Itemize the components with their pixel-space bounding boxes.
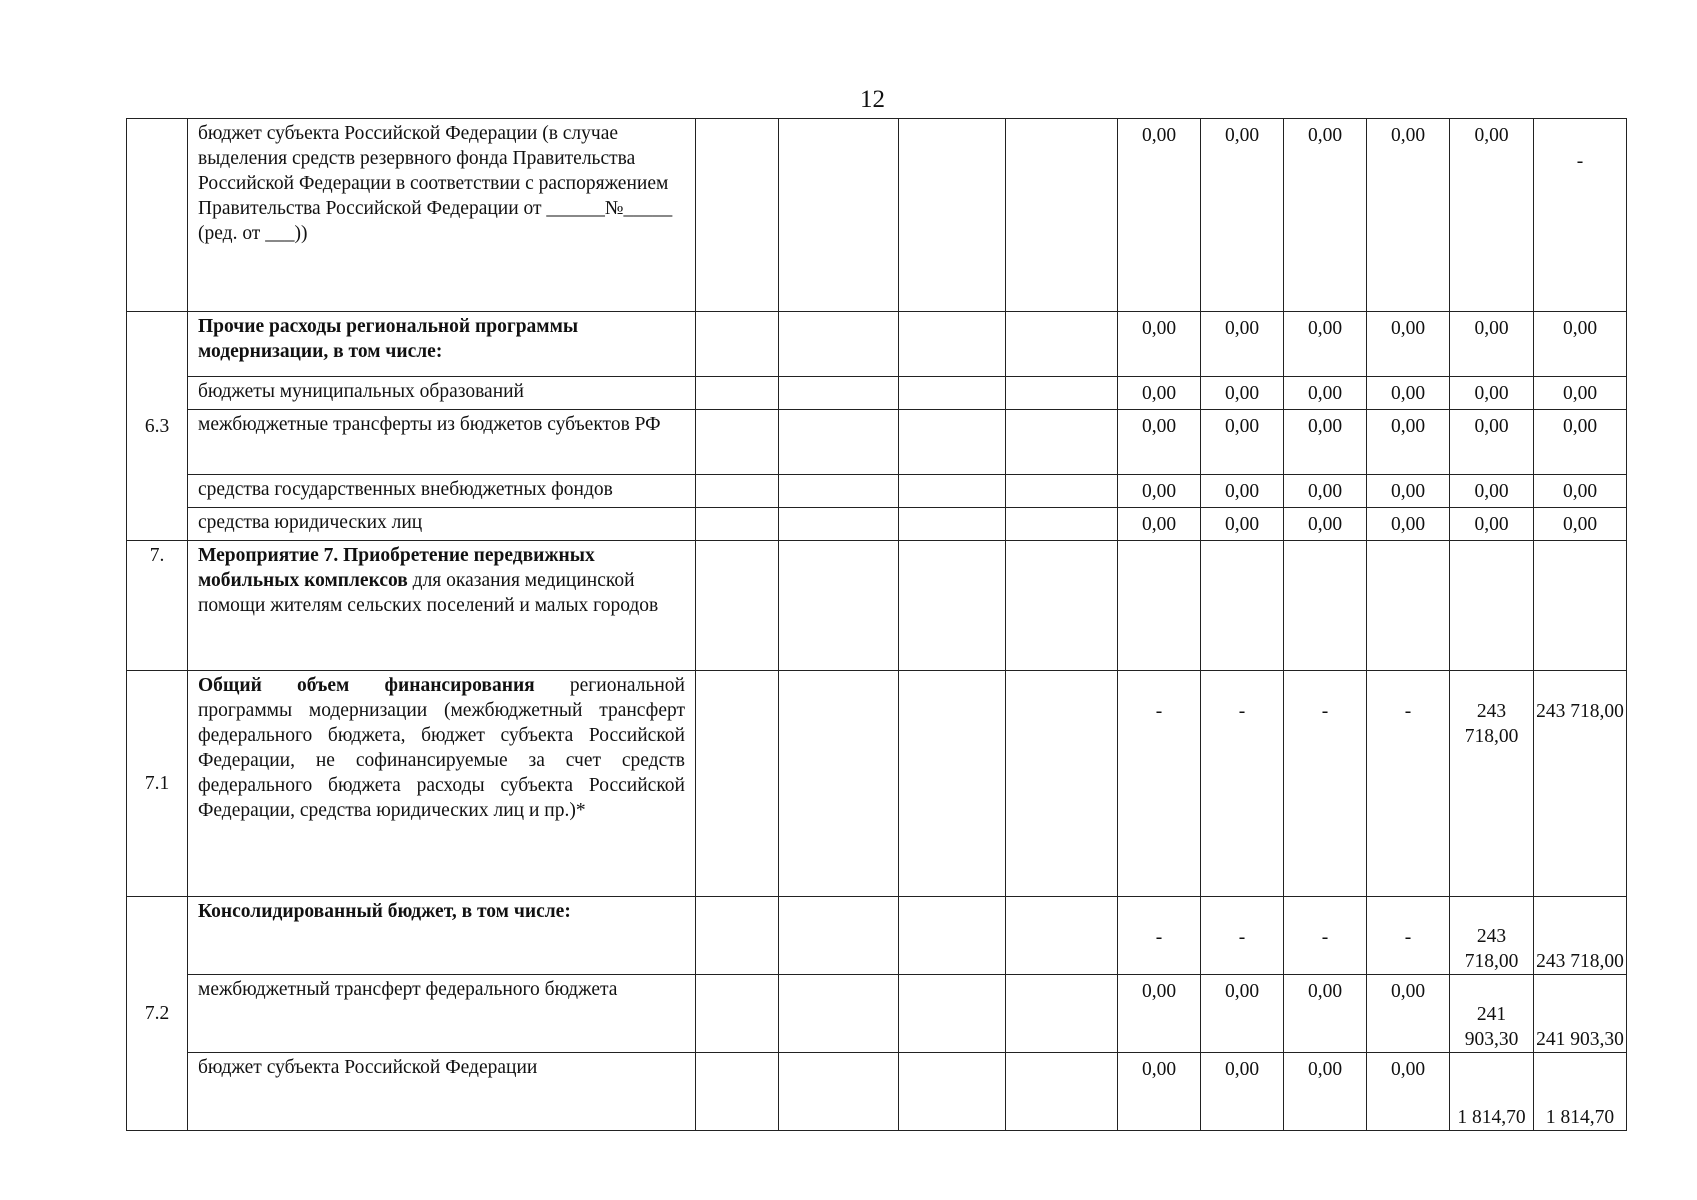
empty-cell: [1118, 541, 1201, 671]
empty-cell: [1006, 671, 1118, 897]
empty-cell: [696, 975, 779, 1053]
value-cell: 0,00: [1201, 1053, 1284, 1131]
value-cell: 0,00: [1450, 312, 1534, 377]
row-description: средства государственных внебюджетных фондов: [188, 475, 696, 508]
empty-cell: [899, 475, 1006, 508]
empty-cell: [1006, 508, 1118, 541]
value-cell: 0,00: [1284, 312, 1367, 377]
value-cell: 0,00: [1367, 508, 1450, 541]
row-number-cell: 7.: [127, 541, 188, 671]
empty-cell: [899, 541, 1006, 671]
value-cell: 1 814,70: [1534, 1053, 1627, 1131]
value-cell: 0,00: [1367, 119, 1450, 312]
value-cell: 0,00: [1284, 377, 1367, 410]
row-description: средства юридических лиц: [188, 508, 696, 541]
empty-cell: [779, 671, 899, 897]
row-number-cell: 6.3: [127, 312, 188, 541]
empty-cell: [899, 377, 1006, 410]
row-description-bold: Общий объем финансирования: [198, 675, 535, 696]
value-cell: 0,00: [1201, 975, 1284, 1053]
empty-cell: [1367, 541, 1450, 671]
value-cell: 0,00: [1118, 377, 1201, 410]
empty-cell: [1201, 541, 1284, 671]
empty-cell: [696, 475, 779, 508]
empty-cell: [696, 1053, 779, 1131]
value-cell: 0,00: [1534, 508, 1627, 541]
value-cell: 0,00: [1118, 508, 1201, 541]
empty-cell: [779, 1053, 899, 1131]
row-description: [188, 671, 696, 897]
value-cell: 241 903,30: [1534, 975, 1627, 1053]
value-cell: -: [1534, 119, 1627, 312]
row-description-rest: для оказания медицинской помощи жителям сельских поселений и малых городов: [198, 570, 659, 616]
table-row: [127, 312, 1627, 377]
value-cell: 0,00: [1118, 475, 1201, 508]
value-cell: -: [1284, 897, 1367, 975]
empty-cell: [696, 410, 779, 475]
value-cell: 0,00: [1450, 119, 1534, 312]
value-cell: 243 718,00: [1450, 897, 1534, 975]
value-cell: 0,00: [1367, 410, 1450, 475]
empty-cell: [696, 671, 779, 897]
value-cell: 0,00: [1450, 377, 1534, 410]
value-cell: -: [1201, 671, 1284, 897]
empty-cell: [779, 897, 899, 975]
value-cell: 0,00: [1118, 410, 1201, 475]
value-cell: 0,00: [1118, 975, 1201, 1053]
table-row: [127, 671, 1627, 897]
empty-cell: [1006, 312, 1118, 377]
value-cell: -: [1201, 897, 1284, 975]
empty-cell: [779, 475, 899, 508]
table-row: [127, 541, 1627, 671]
value-cell: -: [1367, 897, 1450, 975]
row-description: бюджеты муниципальных образований: [188, 377, 696, 410]
empty-cell: [779, 410, 899, 475]
empty-cell: [899, 312, 1006, 377]
value-cell: 1 814,70: [1450, 1053, 1534, 1131]
value-cell: 0,00: [1118, 1053, 1201, 1131]
empty-cell: [779, 377, 899, 410]
empty-cell: [1006, 377, 1118, 410]
empty-cell: [779, 119, 899, 312]
empty-cell: [899, 1053, 1006, 1131]
value-cell: 0,00: [1534, 377, 1627, 410]
empty-cell: [1006, 410, 1118, 475]
table-row: [127, 1053, 1627, 1131]
empty-cell: [779, 541, 899, 671]
empty-cell: [696, 377, 779, 410]
value-cell: 0,00: [1284, 475, 1367, 508]
empty-cell: [696, 119, 779, 312]
value-cell: 0,00: [1367, 377, 1450, 410]
value-cell: 0,00: [1534, 475, 1627, 508]
empty-cell: [696, 312, 779, 377]
financing-table: [126, 118, 1627, 1131]
empty-cell: [696, 541, 779, 671]
row-description: Прочие расходы региональной программы модернизации, в том числе:: [188, 312, 696, 377]
row-description-rest: региональной программы модернизации (межбюджетный трансферт федерального бюджета, бюджет субъекта Российской Федерации, не софинансируемые за счет средств федерального бюджета расходы субъекта Российской Федерации, средства юридических лиц и пр.)*: [198, 675, 685, 821]
empty-cell: [899, 508, 1006, 541]
value-cell: 243 718,00: [1534, 671, 1627, 897]
value-cell: 0,00: [1284, 1053, 1367, 1131]
value-cell: 0,00: [1534, 312, 1627, 377]
value-cell: 0,00: [1450, 508, 1534, 541]
value-cell: -: [1367, 671, 1450, 897]
value-cell: 0,00: [1367, 475, 1450, 508]
value-cell: 0,00: [1118, 312, 1201, 377]
value-cell: 0,00: [1284, 119, 1367, 312]
table-row: [127, 410, 1627, 475]
table-row: [127, 377, 1627, 410]
empty-cell: [899, 671, 1006, 897]
empty-cell: [696, 508, 779, 541]
empty-cell: [1006, 475, 1118, 508]
value-cell: 0,00: [1201, 119, 1284, 312]
value-cell: 0,00: [1367, 312, 1450, 377]
page-number: 12: [860, 86, 885, 113]
empty-cell: [1450, 541, 1534, 671]
value-cell: 0,00: [1450, 475, 1534, 508]
empty-cell: [1006, 897, 1118, 975]
empty-cell: [899, 897, 1006, 975]
value-cell: 0,00: [1201, 475, 1284, 508]
row-description-bold: Мероприятие 7. Приобретение передвижных мобильных комплексов: [198, 545, 595, 591]
row-number-cell: 7.1: [127, 671, 188, 897]
empty-cell: [1006, 1053, 1118, 1131]
row-description: бюджет субъекта Российской Федерации: [188, 1053, 696, 1131]
empty-cell: [899, 410, 1006, 475]
empty-cell: [1006, 541, 1118, 671]
table-row: [127, 508, 1627, 541]
table-row: [127, 475, 1627, 508]
row-number-cell: [127, 119, 188, 312]
row-description: межбюджетные трансферты из бюджетов субъектов РФ: [188, 410, 696, 475]
row-description: бюджет субъекта Российской Федерации (в случае выделения средств резервного фонда Правительства Российской Федерации в соответствии с распоряжением Правительства Российской Федерации от ______№_____ (ред. от ___)): [188, 119, 696, 312]
value-cell: 0,00: [1201, 508, 1284, 541]
value-cell: -: [1118, 671, 1201, 897]
value-cell: 0,00: [1118, 119, 1201, 312]
value-cell: 0,00: [1367, 975, 1450, 1053]
value-cell: 0,00: [1201, 377, 1284, 410]
value-cell: 0,00: [1450, 410, 1534, 475]
value-cell: 0,00: [1284, 410, 1367, 475]
empty-cell: [1006, 119, 1118, 312]
empty-cell: [696, 897, 779, 975]
row-description: [188, 541, 696, 671]
empty-cell: [779, 312, 899, 377]
table-row: [127, 975, 1627, 1053]
row-number-cell: 7.2: [127, 897, 188, 1131]
value-cell: -: [1284, 671, 1367, 897]
row-description: Консолидированный бюджет, в том числе:: [188, 897, 696, 975]
value-cell: 241 903,30: [1450, 975, 1534, 1053]
value-cell: 243 718,00: [1534, 897, 1627, 975]
row-description: межбюджетный трансферт федерального бюджета: [188, 975, 696, 1053]
table-row: [127, 897, 1627, 975]
empty-cell: [779, 975, 899, 1053]
value-cell: -: [1118, 897, 1201, 975]
table-row: [127, 119, 1627, 312]
value-cell: 0,00: [1284, 508, 1367, 541]
empty-cell: [899, 975, 1006, 1053]
value-cell: 243 718,00: [1450, 671, 1534, 897]
empty-cell: [899, 119, 1006, 312]
empty-cell: [779, 508, 899, 541]
empty-cell: [1534, 541, 1627, 671]
value-cell: 0,00: [1367, 1053, 1450, 1131]
empty-cell: [1006, 975, 1118, 1053]
empty-cell: [1284, 541, 1367, 671]
value-cell: 0,00: [1284, 975, 1367, 1053]
value-cell: 0,00: [1534, 410, 1627, 475]
value-cell: 0,00: [1201, 312, 1284, 377]
value-cell: 0,00: [1201, 410, 1284, 475]
